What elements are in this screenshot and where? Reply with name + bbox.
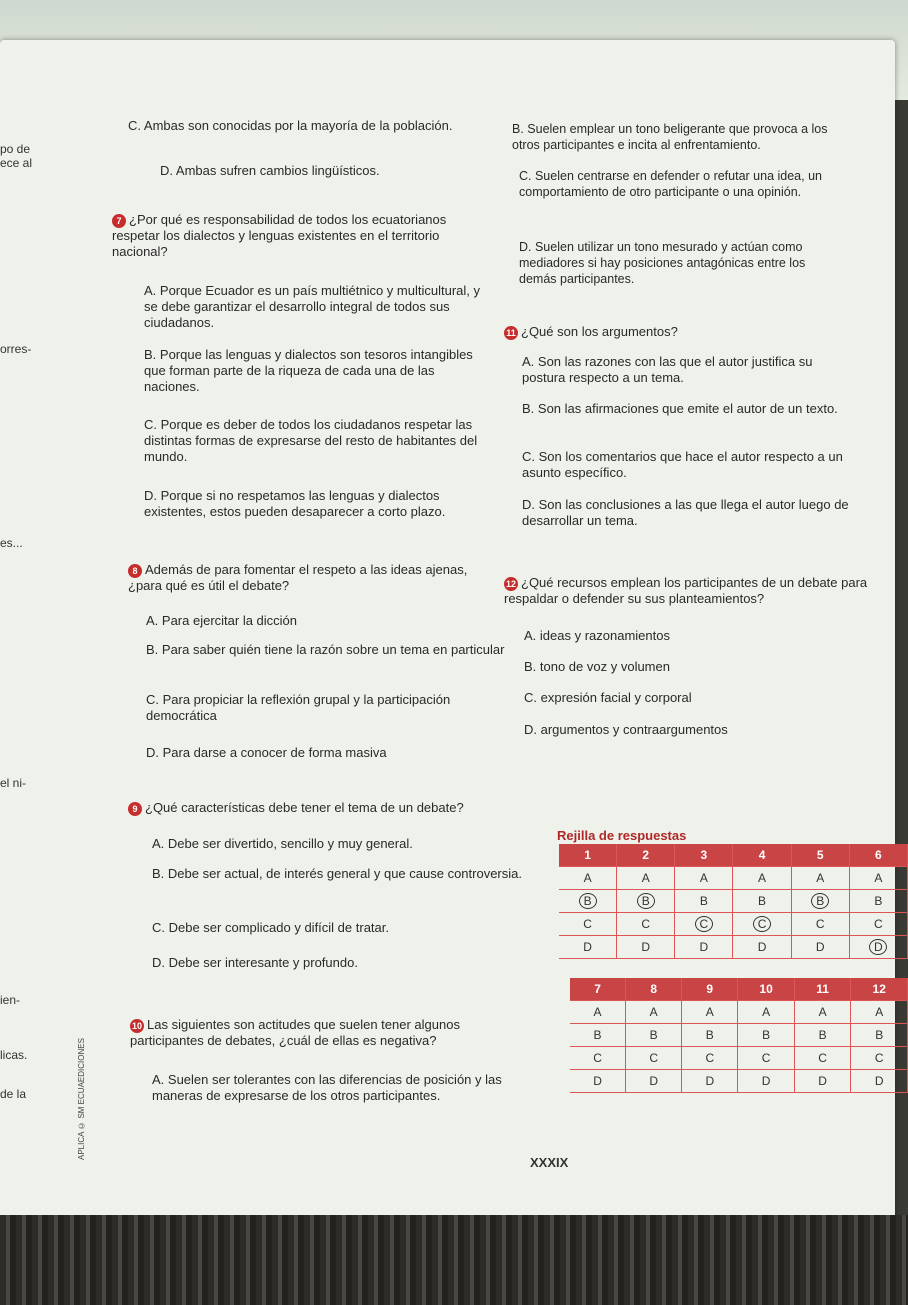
left-fragment: po de xyxy=(0,142,31,156)
q7-option-c: C. Porque es deber de todos los ciudadanos respetar las distintas formas de expresarse del resto de habitantes del mundo. xyxy=(144,417,478,464)
q9-number: 9 xyxy=(128,802,142,816)
grid-cell[interactable]: A xyxy=(849,867,907,890)
grid-header: 3 xyxy=(675,844,733,867)
q12-text: ¿Qué recursos emplean los participantes de un debate para respaldar o defender su sus planteamientos? xyxy=(504,575,868,606)
q12-number: 12 xyxy=(505,578,516,589)
grid-cell[interactable]: A xyxy=(682,1001,738,1024)
q10-option-c: C. Suelen centrarse en defender o refutar una idea, un comportamiento de otro participante o una opinión. xyxy=(519,169,822,199)
grid-cell-marked[interactable]: B xyxy=(617,890,675,913)
q11-option-d: D. Son las conclusiones a las que llega el autor luego de desarrollar un tema. xyxy=(522,497,849,528)
grid-header: 5 xyxy=(791,844,849,867)
left-fragment: orres- xyxy=(0,342,32,356)
left-fragment: licas. xyxy=(0,1048,28,1062)
q10-text: Las siguientes son actitudes que suelen tener algunos participantes de debates, ¿cuál de ellas es negativa? xyxy=(130,1017,460,1048)
q7-number: 7 xyxy=(112,214,126,228)
grid-cell[interactable]: B xyxy=(738,1024,795,1047)
grid-cell[interactable]: A xyxy=(559,867,617,890)
page-number: XXXIX xyxy=(530,1155,569,1170)
q9-option-a: A. Debe ser divertido, sencillo y muy general. xyxy=(152,836,413,851)
grid-header: 4 xyxy=(733,844,791,867)
grid-header: 11 xyxy=(794,978,851,1001)
grid-cell[interactable]: A xyxy=(738,1001,795,1024)
grid-cell[interactable]: A xyxy=(626,1001,682,1024)
q7-question xyxy=(112,212,482,260)
grid-cell[interactable]: A xyxy=(570,1001,626,1024)
grid-cell[interactable]: D xyxy=(682,1070,738,1093)
grid-cell[interactable]: D xyxy=(851,1070,908,1093)
q10-question xyxy=(130,1017,530,1049)
q8-question xyxy=(128,562,498,594)
left-fragment: ece al xyxy=(0,156,33,170)
left-fragment: de la xyxy=(0,1087,27,1101)
background-fabric-bottom xyxy=(0,1215,908,1305)
q11-option-a: A. Son las razones con las que el autor justifica su postura respecto a un tema. xyxy=(522,354,813,385)
q9-option-b: B. Debe ser actual, de interés general y que cause controversia. xyxy=(152,866,522,881)
grid-cell-marked[interactable]: C xyxy=(675,913,733,936)
left-fragment: es... xyxy=(0,536,23,550)
q12-option-c: C. expresión facial y corporal xyxy=(524,690,692,705)
grid-title: Rejilla de respuestas xyxy=(557,828,687,843)
q8-option-c: C. Para propiciar la reflexión grupal y la participación democrática xyxy=(146,692,451,723)
grid-cell[interactable]: C xyxy=(682,1047,738,1070)
grid-cell[interactable]: D xyxy=(675,936,733,959)
grid-cell[interactable]: C xyxy=(570,1047,626,1070)
q7-text: ¿Por qué es responsabilidad de todos los ecuatorianos respetar los dialectos y lenguas existentes en el territorio nacional? xyxy=(112,212,447,259)
q8-option-d: D. Para darse a conocer de forma masiva xyxy=(146,745,387,760)
grid-header: 9 xyxy=(682,978,738,1001)
q12-option-b: B. tono de voz y volumen xyxy=(524,659,670,674)
q10-option-a: A. Suelen ser tolerantes con las diferencias de posición y las maneras de expresarse de los otros participantes. xyxy=(152,1072,502,1103)
q11-number: 11 xyxy=(504,326,518,340)
grid-cell[interactable]: C xyxy=(738,1047,795,1070)
grid-cell[interactable]: B xyxy=(570,1024,626,1047)
grid-cell[interactable]: B xyxy=(682,1024,738,1047)
grid-cell[interactable]: A xyxy=(617,867,675,890)
q10-number: 10 xyxy=(131,1020,142,1031)
grid-cell[interactable]: D xyxy=(738,1070,795,1093)
grid-cell[interactable]: B xyxy=(626,1024,682,1047)
q7-option-b: B. Porque las lenguas y dialectos son tesoros intangibles que forman parte de la riqueza de cada una de las naciones. xyxy=(144,347,473,394)
grid-cell[interactable]: B xyxy=(733,890,791,913)
grid-cell[interactable]: C xyxy=(791,913,849,936)
q10-option-d: D. Suelen utilizar un tono mesurado y actúan como mediadores si hay posiciones antagónicas entre los demás participantes. xyxy=(519,240,806,286)
grid-cell[interactable]: A xyxy=(733,867,791,890)
left-fragment: el ni- xyxy=(0,776,27,790)
q11-option-b: B. Son las afirmaciones que emite el autor de un texto. xyxy=(522,401,838,416)
grid-cell[interactable]: C xyxy=(559,913,617,936)
q7-option-d: D. Porque si no respetamos las lenguas y dialectos existentes, estos pueden desaparecer a corto plazo. xyxy=(144,488,446,519)
q8-number: 8 xyxy=(128,564,142,578)
grid-header: 8 xyxy=(626,978,682,1001)
answer-grid-bottom xyxy=(570,978,908,1093)
q8-option-a: A. Para ejercitar la dicción xyxy=(146,613,298,628)
grid-header: 2 xyxy=(617,844,675,867)
grid-header: 10 xyxy=(738,978,795,1001)
answer-grid-top xyxy=(559,844,908,959)
q9-text: ¿Qué características debe tener el tema de un debate? xyxy=(145,800,464,815)
grid-cell[interactable]: B xyxy=(851,1024,908,1047)
grid-header: 1 xyxy=(559,844,617,867)
grid-cell-marked[interactable]: B xyxy=(559,890,617,913)
grid-cell[interactable]: D xyxy=(559,936,617,959)
grid-header: 6 xyxy=(849,844,907,867)
publisher-sidebar-text: APLICA © SM ECUAEDICIONES xyxy=(77,1038,86,1160)
q12-option-a: A. ideas y razonamientos xyxy=(524,628,670,643)
grid-cell[interactable]: A xyxy=(851,1001,908,1024)
grid-cell[interactable]: D xyxy=(570,1070,626,1093)
grid-cell[interactable]: A xyxy=(791,867,849,890)
grid-cell[interactable]: C xyxy=(617,913,675,936)
grid-cell[interactable]: C xyxy=(794,1047,851,1070)
left-fragment: ien- xyxy=(0,993,21,1007)
q11-option-c: C. Son los comentarios que hace el autor respecto a un asunto específico. xyxy=(522,449,843,480)
grid-cell-marked[interactable]: B xyxy=(791,890,849,913)
q9-question xyxy=(128,800,528,816)
grid-header: 12 xyxy=(851,978,908,1001)
grid-cell[interactable]: D xyxy=(733,936,791,959)
q9-option-c: C. Debe ser complicado y difícil de tratar. xyxy=(152,920,389,935)
grid-cell[interactable]: B xyxy=(794,1024,851,1047)
q9-option-d: D. Debe ser interesante y profundo. xyxy=(152,955,358,970)
grid-cell[interactable]: B xyxy=(675,890,733,913)
q10-option-b: B. Suelen emplear un tono beligerante que provoca a los otros participantes e incita al enfrentamiento. xyxy=(512,122,828,152)
q8-text: Además de para fomentar el respeto a las ideas ajenas, ¿para qué es útil el debate? xyxy=(128,562,468,593)
q7-option-a: A. Porque Ecuador es un país multiétnico y multicultural, y se debe garantizar el desarrollo integral de todos sus ciudadanos. xyxy=(144,283,480,330)
q12-option-d: D. argumentos y contraargumentos xyxy=(524,722,728,737)
grid-cell[interactable]: D xyxy=(794,1070,851,1093)
grid-cell[interactable]: A xyxy=(794,1001,851,1024)
q8-option-b: B. Para saber quién tiene la razón sobre un tema en particular xyxy=(146,642,505,657)
grid-cell[interactable]: B xyxy=(849,890,907,913)
grid-cell[interactable]: C xyxy=(626,1047,682,1070)
grid-cell[interactable]: C xyxy=(849,913,907,936)
q11-text: ¿Qué son los argumentos? xyxy=(521,324,678,339)
grid-header: 7 xyxy=(570,978,626,1001)
grid-cell-marked[interactable]: D xyxy=(849,936,907,959)
grid-cell[interactable]: D xyxy=(626,1070,682,1093)
grid-cell[interactable]: C xyxy=(851,1047,908,1070)
grid-cell[interactable]: D xyxy=(617,936,675,959)
q11-question xyxy=(504,324,844,340)
q12-question xyxy=(504,575,879,607)
q6-option-c: C. Ambas son conocidas por la mayoría de la población. xyxy=(128,118,453,133)
grid-cell-marked[interactable]: C xyxy=(733,913,791,936)
grid-cell[interactable]: A xyxy=(675,867,733,890)
q6-option-d: D. Ambas sufren cambios lingüísticos. xyxy=(160,163,380,178)
grid-cell[interactable]: D xyxy=(791,936,849,959)
